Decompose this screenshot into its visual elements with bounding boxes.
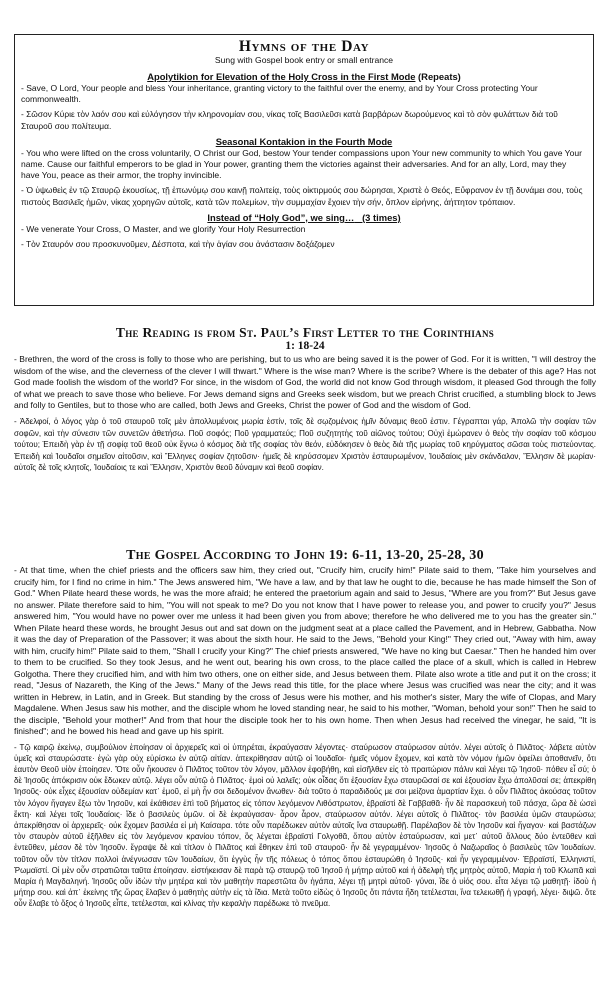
epistle-reading-section [14,326,596,474]
kontakion-greek: - Ὁ ὑψωθεὶς ἐν τῷ Σταυρῷ ἑκουσίως, τῇ ἐπωνύμῳ σου καινῇ πολιτείᾳ, τοὺς οἰκτιρμούς σου δώρησαι, Χριστὲ ὁ Θεός, Εὔφρανον ἐν τῇ δυνάμει σου, τοὺς πιστοὺς Βασιλεῖς ἡμῶν, νίκας χορηγῶν αὐτοῖς, κατὰ τῶν πολεμίων, τὴν συμμαχίαν ἔχοιεν τὴν σήν, ὅπλον εἰρήνης, ἀήττητον τρόπαιον. [21,185,583,207]
hymns-of-the-day-box [14,34,594,306]
kontakion-heading [21,136,587,148]
trisagion-heading [21,212,587,224]
apolytikion-greek: - Σῶσον Κύριε τὸν λαόν σου καὶ εὐλόγησον τὴν κληρονομίαν σου, νίκας τοῖς Βασιλεῦσι κατὰ βαρβάρων δωρούμενος καὶ τὸ σὸν φυλάττων διὰ τοῦ Σταυροῦ σου πολίτευμα. [21,109,558,131]
kontakion-heading-text: Seasonal Kontakion in the Fourth Mode [215,135,393,147]
gospel-greek: - Τῷ καιρῷ ἐκείνῳ, συμβούλιον ἐποίησαν οἱ ἀρχιερεῖς καὶ οἱ ὑπηρέται, ἐκραύγασαν λέγοντες· σταύρωσον σταύρωσον αὐτόν. λέγει αὐτοῖς ὁ Πιλᾶτος· λάβετε αὐτὸν ὑμεῖς καὶ σταυρώσατε· ἐγὼ γὰρ οὐχ εὑρίσκω ἐν αὐτῷ αἰτίαν. ἀπεκρίθησαν αὐτῷ οἱ Ἰουδαῖοι· ἡμεῖς νόμον ἔχομεν, καὶ κατὰ τὸν νόμον ἡμῶν ὀφείλει ἀποθανεῖν, ὅτι ἑαυτὸν Θεοῦ υἱὸν ἐποίησεν. Ὅτε οὖν ἤκουσεν ὁ Πιλᾶτος τοῦτον τὸν λόγον, μᾶλλον ἐφοβήθη, καὶ εἰσῆλθεν εἰς τὸ πραιτώριον πάλιν καὶ λέγει τῷ Ἰησοῦ· πόθεν εἶ σύ; ὁ δὲ Ἰησοῦς ἀπόκρισιν οὐκ ἔδωκεν αὐτῷ. λέγει οὖν αὐτῷ ὁ Πιλᾶτος· ἐμοὶ οὐ λαλεῖς; οὐκ οἶδας ὅτι ἐξουσίαν ἔχω σταυρῶσαί σε καὶ ἐξουσίαν ἔχω ἀπολῦσαί σε; ἀπεκρίθη Ἰησοῦς· οὐκ εἶχες ἐξουσίαν οὐδεμίαν κατ᾿ ἐμοῦ, εἰ μὴ ἦν σοι δεδομένον ἄνωθεν· διὰ τοῦτο ὁ παραδιδούς με σοι μείζονα ἁμαρτίαν ἔχει. ὁ οὖν Πιλᾶτος ἀκούσας τοῦτον τὸν λόγον ἤγαγεν ἔξω τὸν Ἰησοῦν, καὶ ἐκάθισεν ἐπὶ τοῦ βήματος εἰς τόπον λεγόμενον Λιθόστρωτον, ἑβραϊστὶ δὲ Γαββαθᾶ· ἦν δὲ παρασκευὴ τοῦ πάσχα, ὥρα δὲ ὡσεὶ ἕκτη· καὶ λέγει τοῖς Ἰουδαίοις· ἴδε ὁ βασιλεὺς ὑμῶν. οἱ δὲ ἐκραύγασαν· ἆρον ἆρον, σταύρωσον αὐτόν. λέγει αὐτοῖς ὁ Πιλᾶτος· τὸν βασιλέα ὑμῶν σταυρώσω; ἀπεκρίθησαν οἱ ἀρχιερεῖς· οὐκ ἔχομεν βασιλέα εἰ μὴ Καίσαρα. τότε οὖν παρέδωκεν αὐτὸν αὐτοῖς ἵνα σταυρωθῇ. Παρέλαβον δὲ τὸν Ἰησοῦν καὶ ἤγαγον· καὶ βαστάζων τὸν σταυρὸν αὐτοῦ ἐξῆλθεν εἰς τὸν λεγόμενον κρανίου τόπον, ὃς λέγεται ἑβραϊστὶ Γολγοθᾶ, ὅπου αὐτὸν ἐσταύρωσαν, καὶ μετ᾿ αὐτοῦ ἄλλους δύο ἐντεῦθεν καὶ ἐντεῦθεν, μέσον δὲ τὸν Ἰησοῦν. ἔγραψε δὲ καὶ τίτλον ὁ Πιλᾶτος καὶ ἔθηκεν ἐπὶ τοῦ σταυροῦ· ἦν δὲ γεγραμμένον· Ἰησοῦς ὁ Ναζωραῖος ὁ βασιλεὺς τῶν Ἰουδαίων. τοῦτον οὖν τὸν τίτλον πολλοὶ ἀνέγνωσαν τῶν Ἰουδαίων, ὅτι ἐγγὺς ἦν τῆς πόλεως ὁ τόπος ὅπου ἐσταυρώθη ὁ Ἰησοῦς· καὶ ἦν γεγραμμένον· Ἑβραϊστί, Ἑλληνιστί, Ῥωμαϊστί. Οἱ μὲν οὖν στρατιῶται ταῦτα ἐποίησαν. εἱστήκεισαν δὲ παρὰ τῷ σταυρῷ τοῦ Ἰησοῦ ἡ μήτηρ αὐτοῦ καὶ ἡ ἀδελφὴ τῆς μητρὸς αὐτοῦ, Μαρία ἡ τοῦ Κλωπᾶ καὶ Μαρία ἡ Μαγδαληνή. Ἰησοῦς οὖν ἰδὼν τὴν μητέρα καὶ τὸν μαθητὴν παρεστῶτα ὃν ἠγάπα, λέγει τῇ μητρὶ αὐτοῦ· γύναι, ἴδε ὁ υἱός σου. εἶτα λέγει τῷ μαθητῇ· ἰδοὺ ἡ μήτηρ σου. καὶ ἀπ᾿ ἐκείνης τῆς ὥρας ἔλαβεν ὁ μαθητὴς αὐτὴν εἰς τὰ ἴδια. Μετὰ τοῦτο εἰδὼς ὁ Ἰησοῦς ὅτι πάντα ἤδη τετέλεσται, ἵνα τελειωθῇ ἡ γραφή, λέγει· διψῶ. ὅτε οὖν ἔλαβε τὸ ὄξος ὁ Ἰησοῦς εἶπε, τετέλεσται, καὶ κλίνας τὴν κεφαλὴν παρέδωκε τὸ πνεῦμα. [14,742,596,909]
hymns-subtitle: Sung with Gospel book entry or small entrance [214,55,394,65]
trisagion-english: - We venerate Your Cross, O Master, and we glorify Your Holy Resurrection [21,223,306,234]
gospel-english: - At that time, when the chief priests and the officers saw him, they cried out, "Crucify him, crucify him!" Pilate said to them, "Take him yourselves and crucify him, for I find no crime in him." The Jews answered him, "We have a law, and by that law he ought to die, because he has made himself the Son of God." When Pilate heard these words, he was the more afraid; he entered the praetorium again and said to Jesus, "Where are you from?" But Jesus gave no answer. Pilate therefore said to him, "You will not speak to me? Do you not know that I have power to release you, and power to crucify you?" Jesus answered him, "You would have no power over me unless it had been given you from above; therefore he who delivered me to you has the greater sin." When Pilate heard these words, he brought Jesus out and sat down on the judgment seat at a place called the Pavement, and in Hebrew, Gabbatha. Now it was the day of Preparation of the Passover; it was about the sixth hour. He said to the Jews, "Behold your King!" They cried out, "Away with him, away with him, crucify him!" Pilate said to them, "Shall I crucify your King?" The chief priests answered, "We have no king but Caesar." Then he handed him over to them to be crucified. So they took Jesus, and he went out, bearing his own cross, to the place called the place of a skull, which is called in Hebrew Golgotha. There they crucified him, and with him two others, one on either side, and Jesus between them. Pilate also wrote a title and put it on the cross; it read, "Jesus of Nazareth, the King of the Jews." Many of the Jews read this title, for the place where Jesus was crucified was near the city; and it was written in Hebrew, in Latin, and in Greek. But standing by the cross of Jesus were his mother, and his mother's sister, Mary the wife of Clopas, and Mary Magdalene. When Jesus saw his mother, and the disciple whom he loved standing near, he said to his mother, "Woman, behold your son!" Then he said to the disciple, "Behold your mother!" And from that hour the disciple took her to his own home. Then when Jesus had received the vinegar, he said, "It is finished"; and he bowed his head and gave up his spirit. [14,565,596,736]
gospel-section [14,548,596,910]
apolytikion-english: - Save, O Lord, Your people and bless Your inheritance, granting victory to the faithful over the enemy, and by Your Cross protecting Your commonwealth. [21,83,538,105]
gospel-title: The Gospel According to John 19: 6-11, 13-20, 25-28, 30 [126,548,484,563]
trisagion-heading-text: Instead of “Holy God”, we sing… [207,211,355,223]
epistle-greek: - Ἀδελφοί, ὁ λόγος γὰρ ὁ τοῦ σταυροῦ τοῖς μὲν ἀπολλυμένοις μωρία ἐστίν, τοῖς δὲ σῳζομένοις ἡμῖν δύναμις θεοῦ ἐστιν. Γέγραπται γάρ, Ἀπολῶ τὴν σοφίαν τῶν σοφῶν, καὶ τὴν σύνεσιν τῶν συνετῶν ἀθετήσω. Ποῦ σοφός; Ποῦ γραμματεύς; Ποῦ συζητητὴς τοῦ αἰῶνος τούτου; Οὐχὶ ἐμώρανεν ὁ θεὸς τὴν σοφίαν τοῦ κόσμου τούτου; Ἐπειδὴ γὰρ ἐν τῇ σοφίᾳ τοῦ θεοῦ οὐκ ἔγνω ὁ κόσμος διὰ τῆς σοφίας τὸν θεόν, εὐδόκησεν ὁ θεὸς διὰ τῆς μωρίας τοῦ κηρύγματος σῶσαι τοὺς πιστεύοντας. Ἐπειδὴ καὶ Ἰουδαῖοι σημεῖον αἰτοῦσιν, καὶ Ἕλληνες σοφίαν ζητοῦσιν· ἡμεῖς δὲ κηρύσσομεν Χριστὸν ἐσταυρωμένον, Ἰουδαίοις μὲν σκάνδαλον, Ἕλλησιν δὲ μωρίαν· αὐτοῖς δὲ τοῖς κλητοῖς, Ἰουδαίοις τε καὶ Ἕλλησιν, Χριστὸν θεοῦ δύναμιν καὶ θεοῦ σοφίαν. [14,416,596,473]
trisagion-heading-note: (3 times) [354,211,401,223]
trisagion-greek: - Τὸν Σταυρόν σου προσκυνοῦμεν, Δέσποτα, καὶ τὴν ἁγίαν σου ἀνάστασιν δοξάζομεν [21,239,335,250]
apolytikion-heading-note: (Repeats) [415,71,461,82]
epistle-english: - Brethren, the word of the cross is folly to those who are perishing, but to us who are being saved it is the power of God. For it is written, "I will destroy the wisdom of the wise, and the cleverness of the clever I will thwart." Where is the wise man? Where is the scribe? Where is the debater of this age? Has not God made foolish the wisdom of the world? For since, in the wisdom of God, the world did not know God through wisdom, it pleased God through the folly of what we preach to save those who believe. For Jews demand signs and Greeks seek wisdom, but we preach Christ crucified, a stumbling block to Jews and folly to Gentiles, but to those who are called, both Jews and Greeks, Christ the power of God and the wisdom of God. [14,354,596,411]
hymns-title: Hymns of the Day [238,38,370,55]
epistle-title: The Reading is from St. Paul’s First Letter to the Corinthians [115,325,495,340]
apolytikion-heading-text: Apolytikion for Elevation of the Holy Cross in the First Mode [147,71,416,82]
epistle-reference: 1: 18-24 [285,340,325,352]
apolytikion-heading [21,71,587,83]
kontakion-english: - You who were lifted on the cross voluntarily, O Christ our God, bestow Your tender compassions upon Your new community to which You gave Your name. Cause our faithful emperors to be glad in Your power, granting them the victories against their adversaries. And for an ally, Lord, may they have You, peace as their armor, the trophy invincible. [21,147,582,181]
